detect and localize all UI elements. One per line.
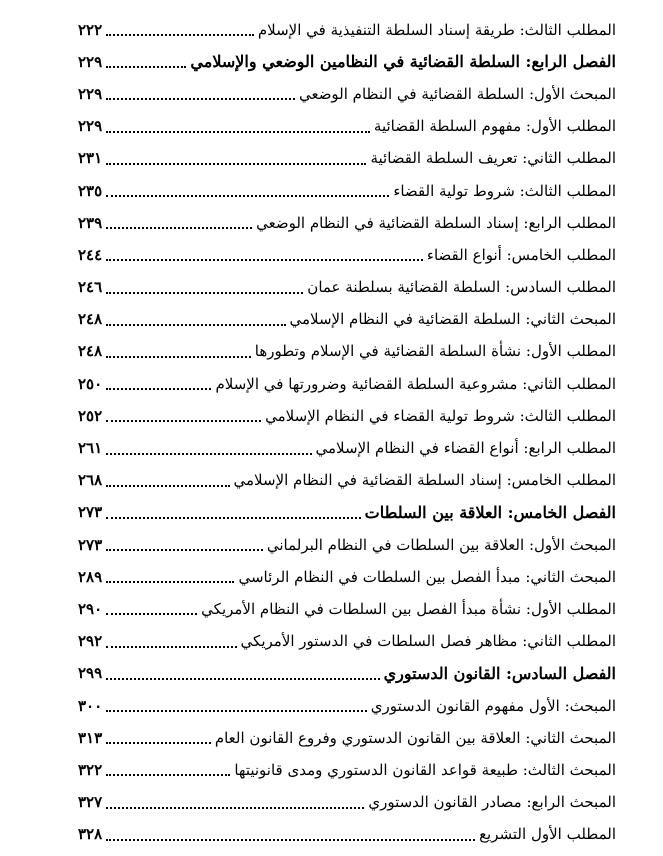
toc-entry-text: إسناد السلطة القضائية في النظام الوضعي [256,213,519,232]
toc-entry-title [393,181,616,200]
toc-entry-label: المبحث الثالث: [522,760,616,779]
toc-entry-page: ٣١٣ [78,728,103,747]
toc-entry-text: إسناد السلطة القضائية في النظام الإسلامي [233,471,502,490]
toc-entry-page: ٣٢٨ [78,825,103,844]
dot-leader [106,581,234,583]
toc-entry-text: الأول مفهوم القانون الدستوري [370,696,560,715]
toc-entry-title [383,663,616,683]
toc-entry-title [257,20,616,39]
toc-entry-label: المبحث الثاني: [525,728,616,747]
toc-entry-page: ٢٦٨ [78,471,103,490]
toc-entry-title [265,406,616,425]
toc-entry-title [298,84,616,103]
toc-entry-page: ٢٣١ [78,149,103,168]
toc-entry [78,819,616,851]
toc-entry-page: ٢٣٥ [78,181,103,200]
toc-entry-text: التشريع [479,825,527,844]
toc-entry [78,46,616,78]
toc-entry [78,175,616,207]
toc-entry-text: العلاقة بين القانون الدستوري وفروع القانون العام [214,728,521,747]
dot-leader [106,34,254,36]
toc-entry-page: ٢٩٢ [78,632,103,651]
toc-entry-text: السلطة القضائية في النظام الإسلامي [289,310,521,329]
toc-entry-label: المطلب الثاني: [522,149,616,168]
dot-leader [106,517,361,519]
toc-entry-text: مظاهر فصل السلطات في الدستور الأمريكي [240,632,518,651]
toc-entry-label: المبحث الرابع: [526,793,616,812]
toc-entry-page: ٢٢٩ [78,52,103,71]
dot-leader [106,292,303,294]
dot-leader [106,453,311,455]
dot-leader [106,388,211,390]
toc-entry-label: المطلب الرابع: [523,439,616,458]
toc-entry-label: المبحث: [564,696,616,715]
toc-entry-text: شروط تولية القضاء [393,181,515,200]
toc-entry-label: المطلب الأول [530,825,616,844]
toc-entry-title [368,795,616,810]
dot-leader [106,839,475,841]
toc-entry-text: مصادر القانون الدستوري [368,793,522,812]
toc-entry-text: مشروعية السلطة القضائية وضرورتها في الإسلام [215,374,518,393]
dot-leader [106,742,211,744]
toc-entry-text: طبيعة قواعد القانون الدستوري ومدى قانونيتها [234,760,518,779]
toc-entry-text: العلاقة بين السلطات في النظام البرلماني [266,535,525,554]
toc-entry-text: أنواع القضاء [426,245,502,264]
toc-entry-page: ٢٩٠ [78,599,103,618]
toc-entry [78,207,616,239]
toc-entry-title [370,696,616,715]
toc-entry-page: ٢٢٢ [78,20,103,39]
dot-leader [106,324,285,326]
dot-leader [106,163,366,165]
toc-entry-title [374,119,616,134]
dot-leader [106,613,197,615]
toc-entry-label: المطلب الثالث: [519,20,616,39]
toc-entry-label: المطلب الخامس: [506,245,616,264]
dot-leader [106,549,263,551]
toc-entry [78,239,616,271]
toc-entry [78,626,616,658]
dot-leader [106,259,423,261]
toc-entry-text: السلطة القضائية في النظامين الوضعي والإسلامي [190,52,520,72]
toc-entry [78,561,616,593]
dot-leader [106,420,261,422]
toc-entry [78,754,616,786]
toc-entry-label: المبحث الأول: [528,84,616,103]
toc-entry-label: المبحث الثاني: [525,567,616,586]
toc-entry [78,304,616,336]
toc-entry-page: ٢٤٦ [78,278,103,297]
toc-entry-label: المطلب الثاني: [522,632,616,651]
toc-entry-text: السلطة القضائية بسلطنة عمان [307,278,501,297]
toc-entry [78,465,616,497]
toc-entry-label: الفصل الرابع: [525,52,616,72]
toc-entry [78,593,616,625]
toc-entry [78,336,616,368]
toc-entry-title [241,634,616,649]
toc-entry-title [426,245,616,264]
dot-leader [106,774,230,776]
dot-leader [106,98,295,100]
table-of-contents [78,14,616,851]
toc-entry [78,272,616,304]
dot-leader [106,485,229,487]
toc-entry [78,143,616,175]
dot-leader [106,356,251,358]
toc-entry-label: المطلب الثالث: [519,406,616,425]
toc-entry-text: أنواع القضاء في النظام الإسلامي [315,439,519,458]
toc-entry [78,400,616,432]
toc-entry [78,787,616,819]
toc-entry-label: الفصل السادس: [505,663,616,683]
toc-entry [78,78,616,110]
toc-entry-title [190,54,616,70]
dot-leader [106,678,379,680]
toc-entry-page: ٢٥٠ [78,374,103,393]
toc-entry-title [290,312,617,327]
toc-entry-title [234,473,616,488]
toc-entry-title [266,535,616,554]
dot-leader [106,710,367,712]
toc-entry-text: تعريف السلطة القضائية [370,149,518,168]
toc-entry-page: ٢٣٩ [78,213,103,232]
toc-entry-text: طريقة إسناد السلطة التنفيذية في الإسلام [257,20,515,39]
dot-leader [106,66,186,68]
toc-entry [78,111,616,143]
toc-entry-title [364,502,616,522]
toc-entry-title [215,374,616,393]
toc-entry-text: شروط تولية القضاء في النظام الإسلامي [265,406,515,425]
toc-entry-label: المطلب الأول: [525,342,616,361]
toc-entry-text: مبدأ الفصل بين السلطات في النظام الرئاسي [238,567,521,586]
toc-entry-text: نشأة مبدأ الفصل بين السلطات في النظام الأمريكي [201,599,522,618]
toc-entry-page: ٣٢٢ [78,760,103,779]
toc-entry-page: ٢٨٩ [78,567,103,586]
toc-entry-label: المطلب الخامس: [506,471,616,490]
toc-entry-label: المطلب السادس: [505,278,616,297]
toc-entry-label: المطلب الأول: [525,599,616,618]
toc-entry-page: ٣٢٧ [78,793,103,812]
toc-entry [78,432,616,464]
toc-entry-label: المطلب الثاني: [522,374,616,393]
toc-entry [78,368,616,400]
toc-entry-page: ٢٤٨ [78,310,103,329]
toc-entry-label: المطلب الأول: [525,117,616,136]
toc-entry-page: ٢٧٣ [78,535,103,554]
toc-entry-title [201,599,616,618]
toc-entry-text: العلاقة بين السلطات [364,502,503,522]
toc-entry-title [214,728,616,747]
toc-entry-title [238,567,616,586]
dot-leader [106,807,364,809]
toc-entry [78,722,616,754]
toc-entry-label: المبحث الأول: [528,535,616,554]
dot-leader [106,195,389,197]
toc-entry-title [479,827,616,842]
toc-entry-page: ٢٤٨ [78,342,103,361]
toc-entry-label: المطلب الرابع: [523,213,616,232]
toc-entry [78,529,616,561]
toc-entry-text: مفهوم السلطة القضائية [373,117,522,136]
toc-entry-page: ٢٧٣ [78,503,103,522]
toc-entry-page: ٢٦١ [78,439,103,458]
toc-entry-page: ٢٢٩ [78,117,103,136]
toc-entry-label: المطلب الثالث: [519,181,616,200]
toc-entry-label: الفصل الخامس: [507,502,616,522]
toc-entry-text: نشأة السلطة القضائية في الإسلام وتطورها [254,342,522,361]
toc-entry-text: القانون الدستوري [383,663,501,683]
toc-entry [78,658,616,690]
toc-entry-page: ٣٠٠ [78,696,103,715]
toc-entry-text: السلطة القضائية في النظام الوضعي [298,84,525,103]
toc-entry [78,14,616,46]
toc-entry-title [255,344,616,359]
toc-entry-page: ٢٤٤ [78,245,103,264]
toc-entry-page: ٢٩٩ [78,664,103,683]
toc-entry-title [256,213,616,232]
dot-leader [106,227,252,229]
toc-entry-title [316,441,616,456]
toc-entry [78,690,616,722]
dot-leader [106,646,236,648]
dot-leader [106,131,370,133]
toc-entry-title [234,760,616,779]
toc-entry-page: ٢٥٢ [78,406,103,425]
toc-entry-label: المبحث الثاني: [525,310,616,329]
toc-entry-title [370,151,616,166]
toc-entry-title [307,280,616,295]
toc-entry-page: ٢٢٩ [78,84,103,103]
toc-entry [78,497,616,529]
